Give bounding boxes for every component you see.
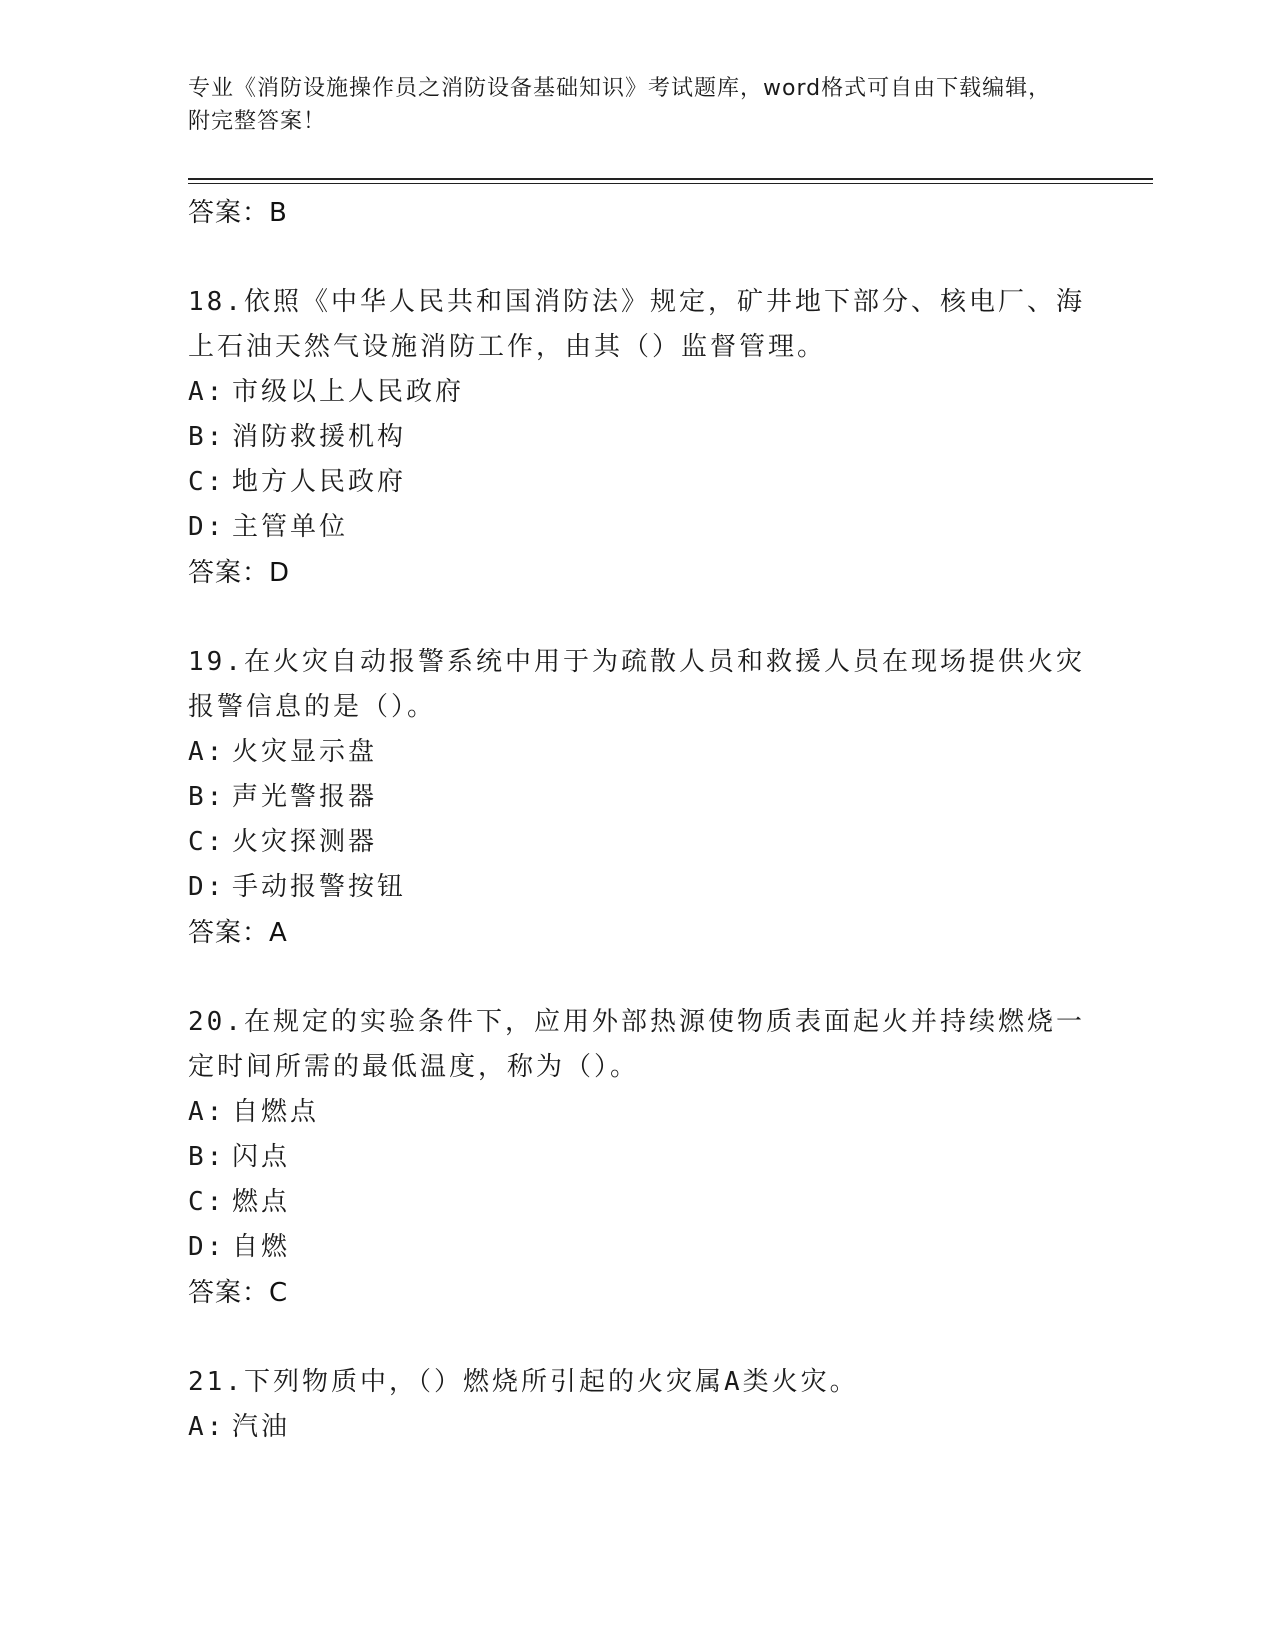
option-text: 闪点 <box>232 1142 291 1172</box>
option-key: D: <box>188 1232 226 1262</box>
option-text: 汽油 <box>232 1412 291 1442</box>
option-key: D: <box>188 512 226 542</box>
question-block <box>188 280 1088 596</box>
option-text: 声光警报器 <box>232 782 378 812</box>
question-list <box>188 190 1088 1450</box>
option-text: 地方人民政府 <box>232 467 407 497</box>
question-stem: 18.依照《中华人民共和国消防法》规定，矿井地下部分、核电厂、海上石油天然气设施消防工作，由其（）监督管理。 <box>188 287 1085 362</box>
option-item <box>188 1405 1088 1450</box>
option-key: C: <box>188 467 226 497</box>
option-key: A: <box>188 1097 226 1127</box>
answer-line: 答案：A <box>188 918 288 948</box>
option-item <box>188 1090 1088 1135</box>
question-stem: 21.下列物质中，（）燃烧所引起的火灾属A类火灾。 <box>188 1367 859 1397</box>
option-text: 主管单位 <box>232 512 349 542</box>
answer-line: 答案：B <box>188 198 288 228</box>
option-key: C: <box>188 1187 226 1217</box>
option-key: A: <box>188 377 226 407</box>
question-block <box>188 1360 1088 1450</box>
question-stem: 19.在火灾自动报警系统中用于为疏散人员和救援人员在现场提供火灾报警信息的是（）。 <box>188 647 1085 722</box>
option-item <box>188 865 1088 910</box>
option-text: 火灾显示盘 <box>232 737 378 767</box>
option-text: 手动报警按钮 <box>232 872 407 902</box>
option-item <box>188 775 1088 820</box>
header-divider-thin <box>188 183 1153 184</box>
option-item <box>188 1180 1088 1225</box>
option-text: 消防救援机构 <box>232 422 407 452</box>
option-text: 市级以上人民政府 <box>232 377 465 407</box>
option-key: C: <box>188 827 226 857</box>
option-text: 火灾探测器 <box>232 827 378 857</box>
option-item <box>188 370 1088 415</box>
answer-line: 答案：C <box>188 1278 289 1308</box>
option-item <box>188 820 1088 865</box>
answer-line: 答案：D <box>188 558 291 588</box>
option-item <box>188 460 1088 505</box>
option-text: 自燃 <box>232 1232 291 1262</box>
option-item <box>188 505 1088 550</box>
option-item <box>188 730 1088 775</box>
option-key: A: <box>188 737 226 767</box>
option-key: B: <box>188 1142 226 1172</box>
header-divider <box>188 178 1153 180</box>
option-item <box>188 1135 1088 1180</box>
option-text: 燃点 <box>232 1187 291 1217</box>
option-key: A: <box>188 1412 226 1442</box>
option-key: B: <box>188 782 226 812</box>
option-text: 自燃点 <box>232 1097 320 1127</box>
document-header: 专业《消防设施操作员之消防设备基础知识》考试题库，word格式可自由下载编辑，附完整答案！ <box>188 76 1052 134</box>
question-block <box>188 640 1088 956</box>
option-item <box>188 415 1088 460</box>
question-block <box>188 1000 1088 1316</box>
question-stem: 20.在规定的实验条件下，应用外部热源使物质表面起火并持续燃烧一定时间所需的最低温度，称为（）。 <box>188 1007 1085 1082</box>
option-item <box>188 1225 1088 1270</box>
option-key: D: <box>188 872 226 902</box>
option-key: B: <box>188 422 226 452</box>
